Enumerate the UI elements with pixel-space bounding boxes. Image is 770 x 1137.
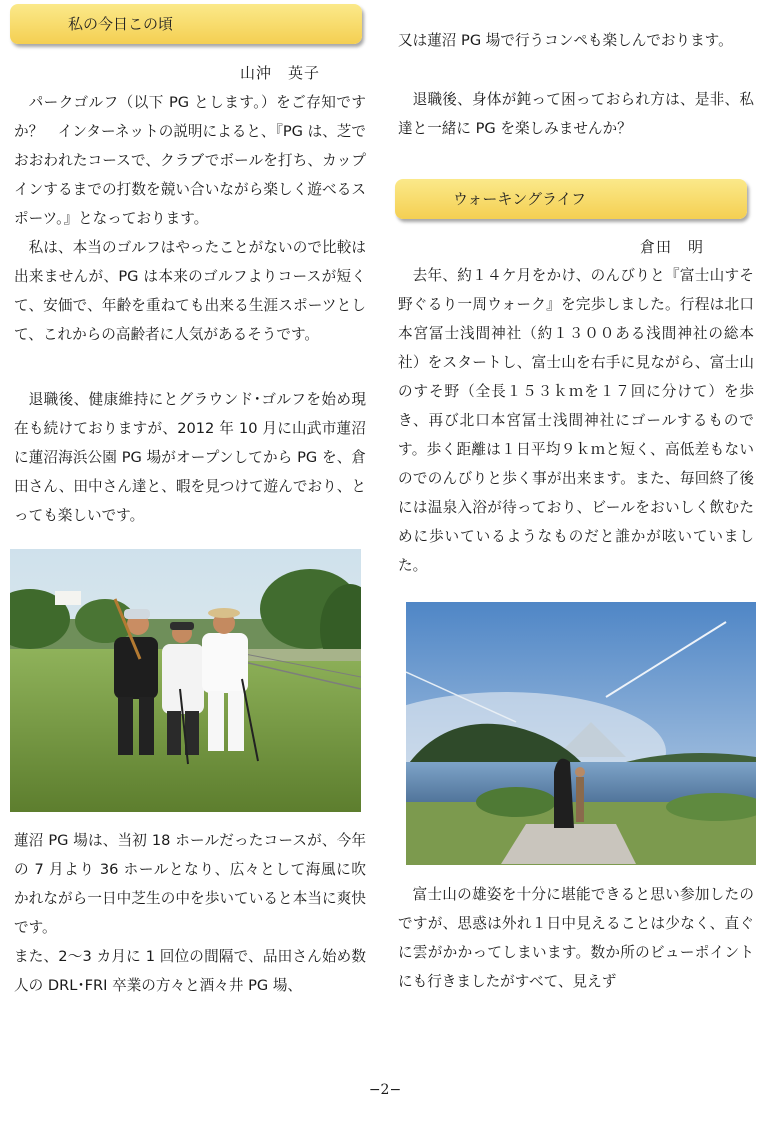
paragraph: 私は、本当のゴルフはやったことがないので比較は出来ませんが、PG は本来のゴルフよりコースが短くて、安価で、年齢を重ねても出来る生涯スポーツとして、これからの高齢者に人気があるそうです。 xyxy=(14,239,366,343)
section-heading-left xyxy=(10,4,362,44)
paragraph: また、2～3 カ月に 1 回位の間隔で、品田さん始め数人の DRL･FRI 卒業の方々と酒々井 PG 場、 xyxy=(14,948,366,994)
paragraph: パークゴルフ（以下 PG とします。）をご存知ですか？ インターネットの説明によると、『PG は、芝でおおわれたコースで、クラブでボールを打ち、カップインするまでの打数を競い合いながら楽しく遊べるスポーツ。』となっております。 xyxy=(14,94,366,227)
paragraph: 退職後、健康維持にとグラウンド･ゴルフを始め現在も続けておりますが、2012 年 10 月に山武市蓮沼に蓮沼海浜公園 PG 場がオープンしてから PG を、倉田さん、田中さん達と、暇を見つけて遊んでおり、とっても楽しいです。 xyxy=(14,391,366,524)
section-title-walking-life: ウォーキングライフ xyxy=(453,190,587,208)
page-number: −2− xyxy=(368,1082,402,1098)
paragraph: 富士山の雄姿を十分に堪能できると思い参加したのですが、思惑は外れ１日中見えることは少なく、直ぐに雲がかかってしまいます。数か所のビューポイントにも行きましたがすべて、見えず xyxy=(398,886,754,990)
paragraph: 蓮沼 PG 場は、当初 18 ホールだったコースが、今年の 7 月より 36 ホールとなり、広々として海風に吹かれながら一日中芝生の中を歩いていると本当に爽快です。 xyxy=(14,832,366,936)
golf-photo xyxy=(10,549,361,812)
paragraph: 去年、約１４ケ月をかけ、のんびりと『富士山すそ野ぐるり一周ウォーク』を完歩しました。行程は北口本宮冨士浅間神社（約１３００ある浅間神社の総本社）をスタートし、富士山を右手に見ながら、富士山のすそ野（全長１５３ｋｍを１７回に分けて）を歩き、再び北口本宮冨士浅間神社にゴールするものです。歩く距離は１日平均９ｋｍと短く、高低差もないのでのんびりと歩く事が出来ます。また、毎回終了後には温泉入浴が待っており、ビールをおいしく飲むために歩いているようなものだと誰かが呟いていました。 xyxy=(398,267,754,574)
author-yamaoki: 山沖 英子 xyxy=(240,64,321,82)
author-kurata: 倉田 明 xyxy=(640,238,705,256)
paragraph: 退職後、身体が鈍って困っておられ方は、是非、私達と一緒に PG を楽しみませんか？ xyxy=(398,91,754,137)
section-heading-right xyxy=(395,179,747,219)
paragraph: 又は蓮沼 PG 場で行うコンペも楽しんでおります。 xyxy=(398,32,733,49)
lake-photo xyxy=(406,602,756,865)
section-title-my-days: 私の今日この頃 xyxy=(68,15,174,33)
